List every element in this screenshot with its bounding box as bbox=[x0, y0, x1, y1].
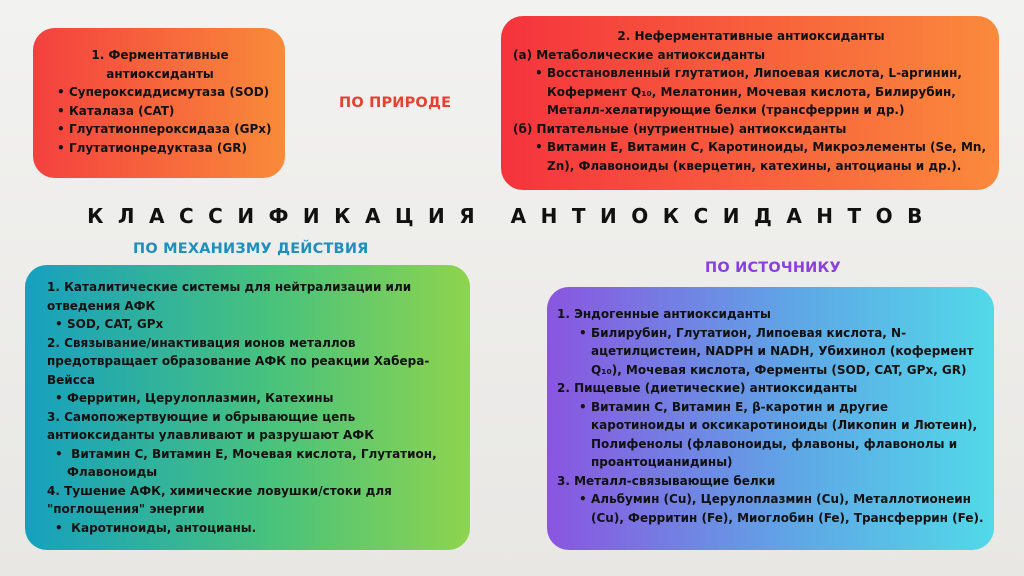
enzymatic-item: • Глутатионредуктаза (GR) bbox=[47, 139, 273, 158]
mechanism-box bbox=[25, 265, 470, 550]
mechanism-item-2: • Ферритин, Церулоплазмин, Катехины bbox=[35, 389, 460, 408]
mechanism-item-4: • Каротиноиды, антоцианы. bbox=[35, 519, 460, 538]
label-by-nature: ПО ПРИРОДЕ bbox=[339, 95, 452, 111]
nonenzymatic-subheading-b: (б) Питательные (нутриентные) антиоксиданты bbox=[513, 121, 847, 136]
nonenzymatic-heading: 2. Неферментативные антиоксиданты bbox=[617, 29, 885, 43]
mechanism-point-4: 4. Тушение АФК, химические ловушки/стоки для "поглощения" энергии bbox=[47, 483, 392, 516]
label-by-source: ПО ИСТОЧНИКУ bbox=[705, 260, 841, 276]
mechanism-point-1: 1. Каталитические системы для нейтрализации или отведения АФК bbox=[47, 280, 412, 313]
enzymatic-item: • Каталаза (CAT) bbox=[47, 102, 273, 121]
mechanism-point-3: 3. Самопожертвующие и обрывающие цепь антиоксиданты улавливают и разрушают АФК bbox=[47, 409, 375, 442]
source-point-2: 2. Пищевые (диетические) антиоксиданты bbox=[557, 381, 858, 395]
source-item-1: • Билирубин, Глутатион, Липоевая кислота, N-ацетилцистеин, NADPH и NADH, Убихинол (кофермент Q₁₀), Мочевая кислота, Ферменты (SOD, CAT, GPx, GR) bbox=[557, 324, 984, 380]
nonenzymatic-antioxidants-box bbox=[501, 16, 999, 190]
diagram-title: КЛАССИФИКАЦИЯ АНТИОКСИДАНТОВ bbox=[87, 204, 937, 228]
mechanism-point-2: 2. Связывание/инактивация ионов металлов предотвращает образование АФК по реакции Хабера-Вейсса bbox=[47, 335, 430, 387]
enzymatic-heading: 1. Ферментативные антиоксиданты bbox=[91, 48, 229, 81]
source-box bbox=[547, 287, 994, 550]
mechanism-item-3: • Витамин С, Витамин Е, Мочевая кислота, Глутатион, Флавоноиды bbox=[35, 445, 460, 482]
source-point-3: 3. Металл-связывающие белки bbox=[557, 473, 776, 488]
enzymatic-item: • Супероксиддисмутаза (SOD) bbox=[47, 83, 273, 102]
source-item-3: • Альбумин (Cu), Церулоплазмин (Cu), Металлотионеин (Cu), Ферритин (Fe), Миоглобин (Fe), Трансферрин (Fe). bbox=[557, 490, 984, 527]
nonenzymatic-item-b: • Витамин Е, Витамин С, Каротиноиды, Микроэлементы (Se, Mn, Zn), Флавоноиды (кверцетин, катехины, антоцианы и др.). bbox=[513, 138, 989, 175]
source-point-1: 1. Эндогенные антиоксиданты bbox=[557, 307, 771, 321]
enzymatic-item: • Глутатионпероксидаза (GPx) bbox=[47, 120, 273, 139]
label-by-mechanism: ПО МЕХАНИЗМУ ДЕЙСТВИЯ bbox=[133, 241, 369, 257]
nonenzymatic-item-a: • Восстановленный глутатион, Липоевая кислота, L-аргинин, Кофермент Q₁₀, Мелатонин, Мочевая кислота, Билирубин, Металл-хелатирующие белки (трансферрин и др.) bbox=[513, 64, 989, 120]
nonenzymatic-subheading-a: (а) Метаболические антиоксиданты bbox=[513, 47, 766, 62]
source-item-2: • Витамин С, Витамин Е, β-каротин и другие каротиноиды и оксикаротиноиды (Ликопин и Лютеин), Полифенолы (флавоноиды, флавоны, флавонолы и проантоцианидины) bbox=[557, 398, 984, 472]
enzymatic-antioxidants-box bbox=[33, 28, 285, 178]
mechanism-item-1: • SOD, CAT, GPx bbox=[35, 315, 460, 334]
